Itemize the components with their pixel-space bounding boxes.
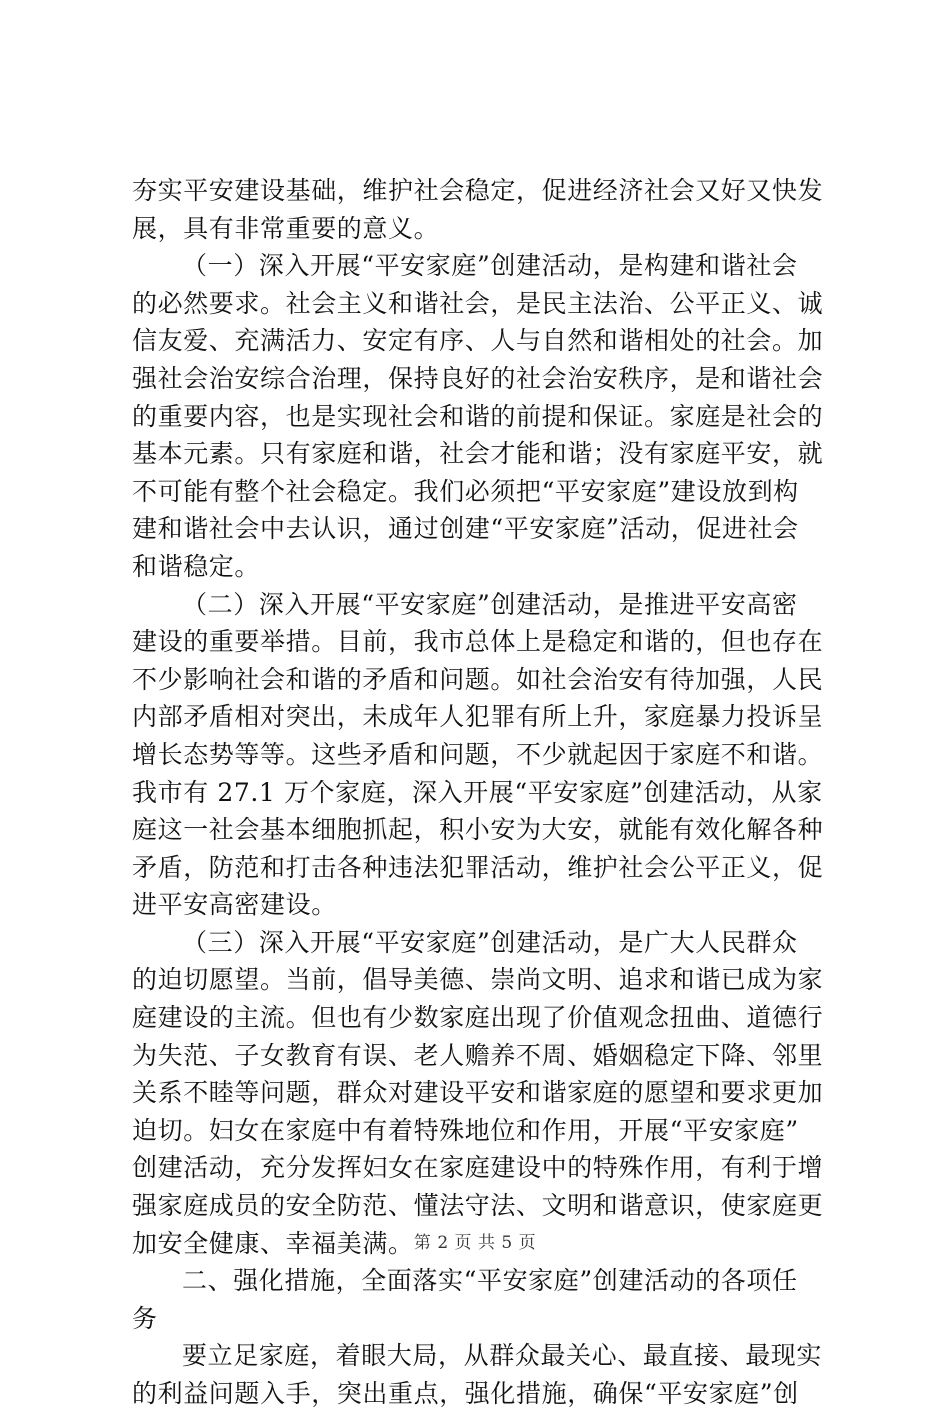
text-line: 为失范、子女教育有误、老人赡养不周、婚姻稳定下降、邻里 — [132, 1040, 824, 1070]
text-line: 不可能有整个社会稳定。我们必须把“平安家庭”建设放到构 — [132, 476, 799, 506]
text-line: 二、强化措施，全面落实“平安家庭”创建活动的各项任 — [182, 1266, 798, 1296]
text-line: 创建活动，充分发挥妇女在家庭建设中的特殊作用，有利于增 — [132, 1153, 824, 1183]
text-line: 的必然要求。社会主义和谐社会，是民主法治、公平正义、诚 — [132, 288, 824, 318]
text-line: 矛盾，防范和打击各种违法犯罪活动，维护社会公平正义，促 — [132, 852, 824, 882]
text-line: 庭这一社会基本细胞抓起，积小安为大安，就能有效化解各种 — [132, 815, 824, 845]
text-line: 务 — [132, 1303, 158, 1333]
text-line: 信友爱、充满活力、安定有序、人与自然和谐相处的社会。加 — [132, 326, 824, 356]
text-line: 夯实平安建设基础，维护社会稳定，促进经济社会又好又快发 — [132, 176, 824, 205]
page-footer: 第 2 页 共 5 页 — [413, 1233, 537, 1253]
text-line: 建和谐社会中去认识，通过创建“平安家庭”活动，促进社会 — [132, 514, 799, 544]
text-line: 我市有 27.1 万个家庭，深入开展“平安家庭”创建活动，从家 — [132, 777, 823, 807]
document-body — [132, 172, 832, 1413]
text-line: 迫切。妇女在家庭中有着特殊地位和作用，开展“平安家庭” — [132, 1115, 799, 1145]
text-line: 增长态势等等。这些矛盾和问题，不少就起因于家庭不和谐。 — [132, 739, 824, 769]
text-line: 建设的重要举措。目前，我市总体上是稳定和谐的，但也存在 — [132, 627, 824, 657]
text-line: 的迫切愿望。当前，倡导美德、崇尚文明、追求和谐已成为家 — [132, 965, 824, 995]
text-line: 展，具有非常重要的意义。 — [132, 213, 440, 243]
text-line: 庭建设的主流。但也有少数家庭出现了价值观念扭曲、道德行 — [132, 1003, 824, 1033]
text-line: （一）深入开展“平安家庭”创建活动，是构建和谐社会 — [182, 251, 798, 281]
text-line: 内部矛盾相对突出，未成年人犯罪有所上升，家庭暴力投诉呈 — [132, 702, 824, 732]
text-line: 基本元素。只有家庭和谐，社会才能和谐；没有家庭平安，就 — [132, 439, 824, 469]
text-line: 强社会治安综合治理，保持良好的社会治安秩序，是和谐社会 — [132, 363, 824, 393]
text-line: 的重要内容，也是实现社会和谐的前提和保证。家庭是社会的 — [132, 401, 824, 431]
text-line: （三）深入开展“平安家庭”创建活动，是广大人民群众 — [182, 927, 798, 957]
text-line: 加安全健康、幸福美满。 — [132, 1228, 414, 1258]
text-line: （二）深入开展“平安家庭”创建活动，是推进平安高密 — [182, 589, 798, 619]
text-line: 强家庭成员的安全防范、懂法守法、文明和谐意识，使家庭更 — [132, 1191, 824, 1221]
text-line: 关系不睦等问题，群众对建设平安和谐家庭的愿望和要求更加 — [132, 1078, 824, 1108]
text-line: 进平安高密建设。 — [132, 890, 337, 920]
text-line: 不少影响社会和谐的矛盾和问题。如社会治安有待加强，人民 — [132, 664, 824, 694]
text-line: 和谐稳定。 — [132, 551, 261, 581]
text-line: 要立足家庭，着眼大局，从群众最关心、最直接、最现实 — [182, 1341, 823, 1371]
text-line: 的利益问题入手，突出重点，强化措施，确保“平安家庭”创 — [132, 1379, 799, 1408]
